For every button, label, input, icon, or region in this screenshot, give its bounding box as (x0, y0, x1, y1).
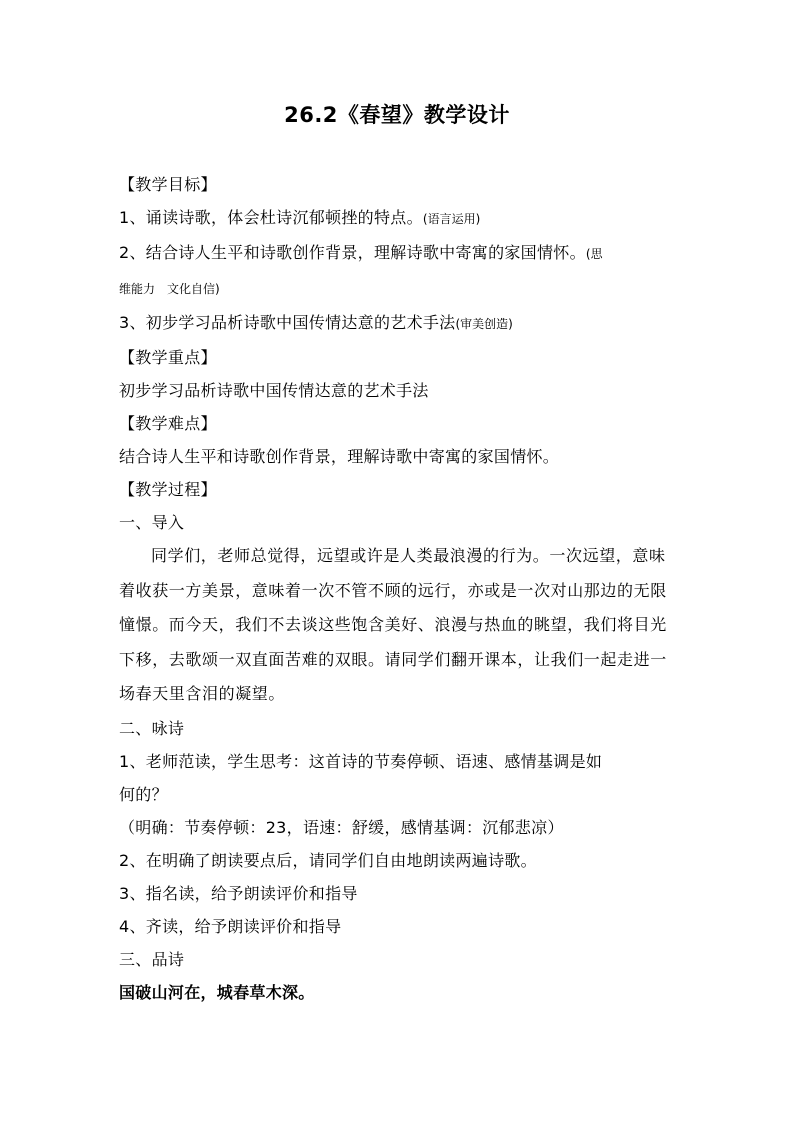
difficult-points-heading: 【教学难点】 (119, 414, 217, 433)
key-points-text: 初步学习品析诗歌中国传情达意的艺术手法 (119, 381, 429, 400)
key-points-heading: 【教学重点】 (119, 348, 217, 367)
goal-item-1-note: (语言运用) (422, 212, 481, 226)
intro-paragraph: 同学们，老师总觉得，远望或许是人类最浪漫的行为。一次远望，意味着收获一方美景，意味着一次不管不顾的远行，亦或是一次对山那边的无限憧憬。而今天，我们不去谈这些饱含美好、浪漫与热血的眺望，我们将目光下移，去歌颂一双直面苦难的双眼。请同学们翻开课本，让我们一起走进一场春天里含泪的凝望。 (119, 546, 667, 703)
goal-item-2-note-start: (思 (585, 247, 603, 261)
goal-item-1-text: 1、诵读诗歌，体会杜诗沉郁顿挫的特点。 (119, 208, 423, 227)
goal-item-3 (119, 306, 681, 341)
section-1-heading: 一、导入 (119, 513, 185, 532)
document-body (119, 168, 681, 1009)
section-2-heading: 二、咏诗 (119, 718, 185, 738)
section-2-item-4: 4、齐读，给予朗读评价和指导 (119, 916, 342, 936)
goal-item-3-text: 3、初步学习品析诗歌中国传情达意的艺术手法 (119, 313, 456, 332)
document-title: 26.2《春望》教学设计 (284, 103, 510, 127)
goal-item-3-note: (审美创造) (455, 317, 513, 331)
goal-item-2 (119, 236, 681, 271)
section-2-item-1-continued: 何的？ (119, 784, 168, 804)
difficult-points-text: 结合诗人生平和诗歌创作背景，理解诗歌中寄寓的家国情怀。 (119, 447, 560, 466)
section-2-item-2: 2、在明确了朗读要点后，请同学们自由地朗读两遍诗歌。 (119, 850, 537, 870)
section-2-item-1: 1、老师范读，学生思考：这首诗的节奏停顿、语速、感情基调是如 (119, 751, 603, 771)
goal-item-2-text: 2、结合诗人生平和诗歌创作背景，理解诗歌中寄寓的家国情怀。 (119, 243, 586, 262)
goal-item-2-note-end: 维能力 文化自信) (119, 282, 220, 296)
section-3-heading: 三、品诗 (119, 949, 185, 969)
poem-line: 国破山河在，城春草木深。 (119, 982, 315, 1002)
goal-item-1 (119, 201, 681, 236)
section-2-item-3: 3、指名读，给予朗读评价和指导 (119, 883, 358, 903)
process-heading: 【教学过程】 (119, 480, 217, 499)
goal-item-2-continued (119, 271, 681, 306)
section-2-clarification: （明确：节奏停顿：23，语速：舒缓，感情基调：沉郁悲凉） (119, 817, 564, 837)
goals-heading: 【教学目标】 (119, 175, 217, 194)
